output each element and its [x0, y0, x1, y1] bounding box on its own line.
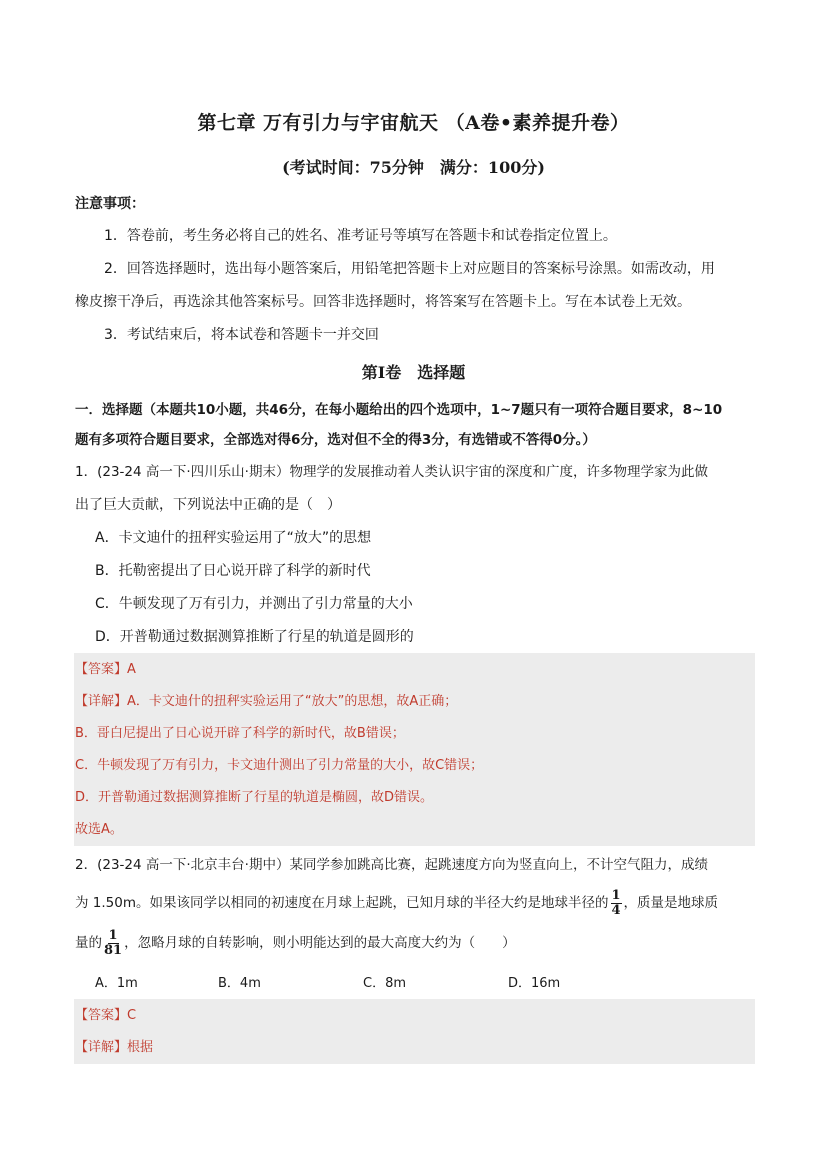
page-title: 第七章 万有引力与宇宙航天 （A卷•素养提升卷）: [197, 112, 630, 134]
q1-answer-box: [74, 653, 755, 846]
q1-answer-value: A: [127, 662, 136, 677]
exam-info: (考试时间：75分钟 满分：100分): [282, 158, 545, 177]
q2-answer: [75, 1006, 136, 1026]
q1-conclusion: 故选A。: [75, 822, 123, 837]
section-heading: 第Ⅰ卷 选择题: [361, 363, 466, 382]
q1-stem-line-2: 出了巨大贡献，下列说法中正确的是（ ）: [75, 497, 341, 513]
q1-answer: [75, 660, 136, 680]
q1-detail-line-3: C．牛顿发现了万有引力，卡文迪什测出了引力常量的大小，故C错误；: [75, 758, 484, 773]
q2-stem-line-3: 量的 $\frac{1}{81}$ ，忽略月球的自转影响，则小明能达到的最大高度大约为（ ）: [75, 927, 516, 958]
q2-option-b: B．4m: [218, 976, 261, 991]
q2-stem-line-2: 为 1.50m。如果该同学以相同的初速度在月球上起跳，已知月球的半径大约是地球半径的 $\frac{1}{4}$ ，质量是地球质: [75, 887, 719, 918]
q1-stem-line-1: 1．(23-24 高一下·四川乐山·期末）物理学的发展推动着人类认识宇宙的深度和广度，许多物理学家为此做: [75, 464, 708, 480]
q1-option-d: D．开普勒通过数据测算推断了行星的轨道是圆形的: [95, 629, 414, 645]
notice-heading: 注意事项：: [75, 196, 145, 212]
notice-item-1: 1．答卷前，考生务必将自己的姓名、准考证号等填写在答题卡和试卷指定位置上。: [104, 228, 617, 244]
q1-answer-label: 【答案】: [75, 662, 128, 677]
section-intro-line-2: 题有多项符合题目要求，全部选对得6分，选对但不全的得3分，有选错或不答得0分。）: [75, 432, 596, 448]
fraction-one-quarter: $\frac{1}{4}$: [611, 887, 621, 918]
q1-detail-label: 【详解】: [75, 694, 128, 709]
q1-detail-line-4: D．开普勒通过数据测算推断了行星的轨道是椭圆，故D错误。: [75, 790, 434, 805]
q1-option-b: B．托勒密提出了日心说开辟了科学的新时代: [95, 563, 371, 579]
notice-item-3: 3．考试结束后，将本试卷和答题卡一并交回: [104, 327, 379, 343]
q1-option-c: C．牛顿发现了万有引力，并测出了引力常量的大小: [95, 596, 413, 612]
q2-option-a: A．1m: [95, 976, 138, 991]
q1-detail-line-1: 【详解】A．卡文迪什的扭秤实验运用了“放大”的思想，故A正确；: [75, 694, 458, 709]
q2-answer-box: [74, 999, 755, 1064]
q2-answer-label: 【答案】: [75, 1008, 128, 1023]
q2-detail-label: 【详解】: [75, 1040, 128, 1055]
fraction-one-eighty-first: $\frac{1}{81}$: [104, 927, 123, 958]
notice-item-2-line-2: 橡皮擦干净后，再选涂其他答案标号。回答非选择题时，将答案写在答题卡上。写在本试卷上无效。: [75, 294, 691, 310]
q2-detail: 【详解】根据: [75, 1040, 154, 1055]
q2-answer-value: C: [127, 1008, 137, 1023]
q1-option-a: A．卡文迪什的扭秤实验运用了“放大”的思想: [95, 530, 372, 546]
q1-detail-line-2: B．哥白尼提出了日心说开辟了科学的新时代，故B错误；: [75, 726, 405, 741]
q2-option-d: D．16m: [508, 976, 561, 991]
section-intro-line-1: 一．选择题（本题共10小题，共46分，在每小题给出的四个选项中，1~7题只有一项符合题目要求，8~10: [75, 402, 723, 418]
q2-option-c: C．8m: [363, 976, 407, 991]
notice-item-2-line-1: 2．回答选择题时，选出每小题答案后，用铅笔把答题卡上对应题目的答案标号涂黑。如需改动，用: [104, 261, 715, 277]
q2-stem-line-1: 2．(23-24 高一下·北京丰台·期中）某同学参加跳高比赛，起跳速度方向为竖直向上，不计空气阻力，成绩: [75, 857, 708, 873]
